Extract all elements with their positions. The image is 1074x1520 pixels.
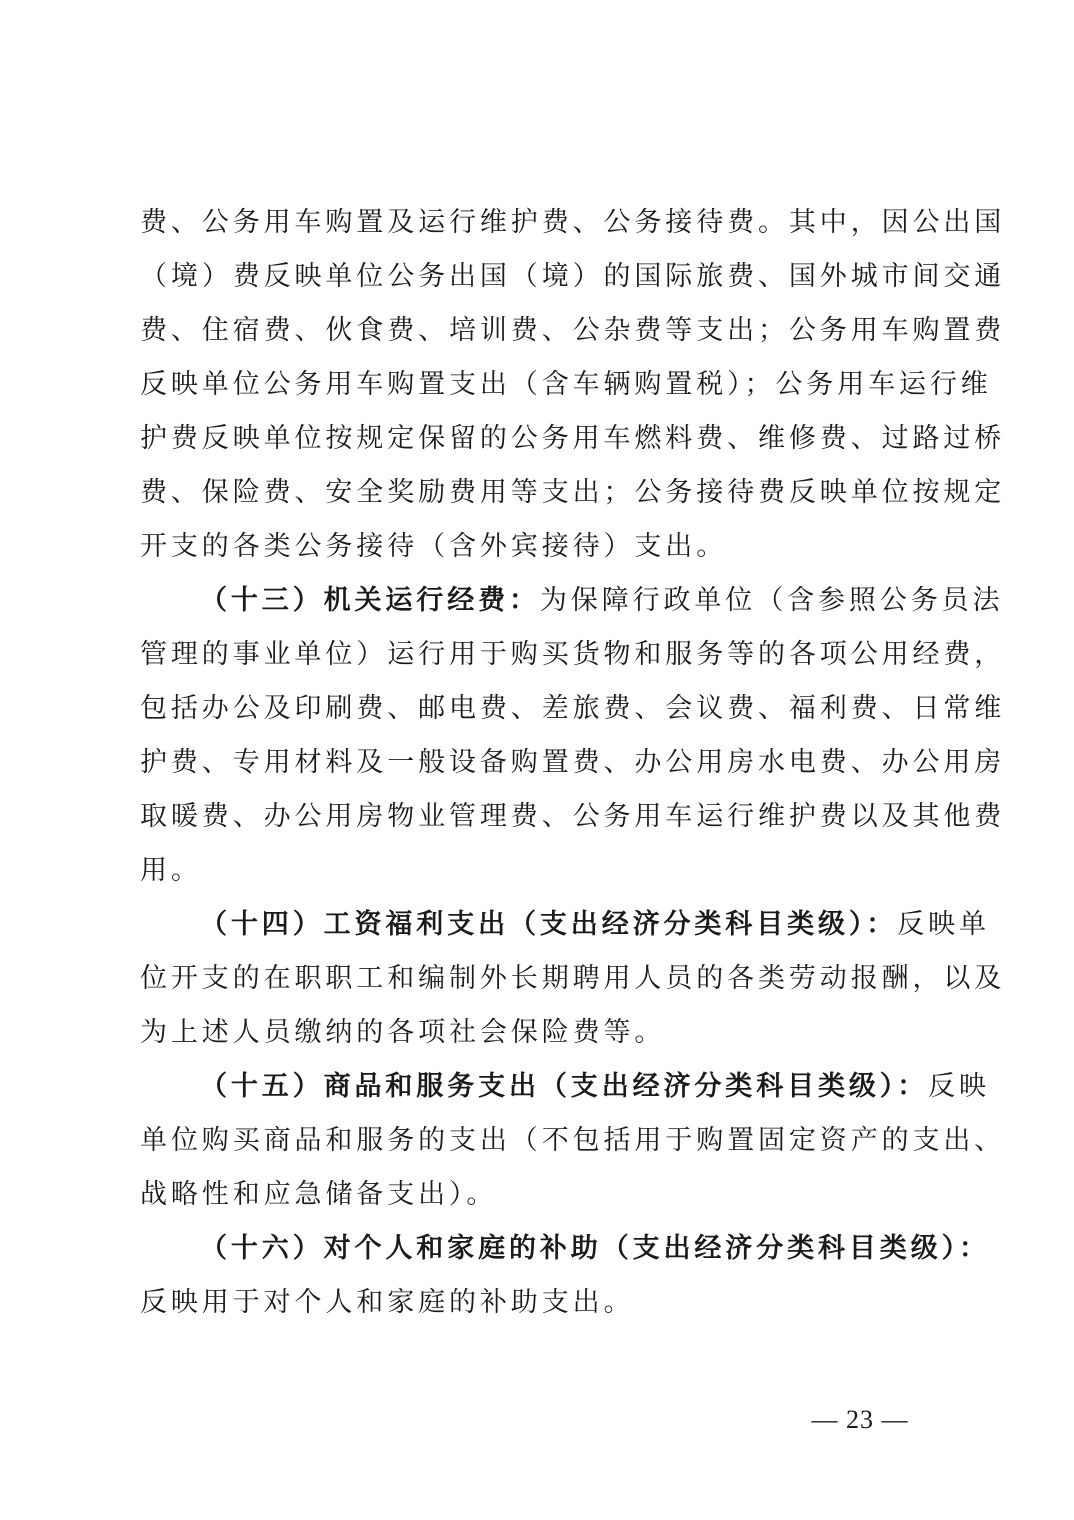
- paragraph-line: 护费反映单位按规定保留的公务用车燃料费、维修费、过路过桥: [140, 423, 1006, 454]
- paragraph-line: 战略性和应急储备支出）。: [140, 1179, 498, 1210]
- paragraph-line: 管理的事业单位）运行用于购买货物和服务等的各项公用经费，: [140, 639, 1006, 670]
- paragraph-line: 费、保险费、安全奖励费用等支出；公务接待费反映单位按规定: [140, 477, 1006, 508]
- paragraph-line: 位开支的在职职工和编制外长期聘用人员的各类劳动报酬，以及: [140, 963, 1006, 994]
- page-number: — 23 —: [811, 1405, 909, 1434]
- paragraph-first-line: [140, 898, 990, 952]
- paragraph-line: 费、公务用车购置及运行维护费、公务接待费。其中，因公出国: [140, 207, 1006, 238]
- paragraph-line: 反映用于对个人和家庭的补助支出。: [140, 1287, 635, 1318]
- section-heading: （十三）机关运行经费：: [200, 585, 540, 616]
- paragraph-first-line: [140, 574, 1004, 628]
- paragraph-line: 用。: [140, 855, 202, 886]
- paragraph-line: 为上述人员缴纳的各项社会保险费等。: [140, 1017, 666, 1048]
- section-heading: （十六）对个人和家庭的补助（支出经济分类科目类级）：: [200, 1233, 990, 1264]
- section-heading: （十五）商品和服务支出（支出经济分类科目类级）：: [200, 1071, 929, 1102]
- paragraph-text: 为保障行政单位（含参照公务员法: [539, 585, 1004, 616]
- paragraph-line: （境）费反映单位公务出国（境）的国际旅费、国外城市间交通: [140, 261, 1006, 292]
- section-heading: （十四）工资福利支出（支出经济分类科目类级）：: [200, 909, 898, 940]
- paragraph-first-line: [140, 1060, 990, 1114]
- paragraph-line: 单位购买商品和服务的支出（不包括用于购置固定资产的支出、: [140, 1125, 1006, 1156]
- paragraph-line: 包括办公及印刷费、邮电费、差旅费、会议费、福利费、日常维: [140, 693, 1006, 724]
- paragraph-line: 反映单位公务用车购置支出（含车辆购置税）；公务用车运行维: [140, 369, 992, 400]
- document-body: [140, 196, 1006, 1330]
- paragraph-text: 反映: [928, 1071, 990, 1102]
- paragraph-line: 开支的各类公务接待（含外宾接待）支出。: [140, 531, 728, 562]
- paragraph-first-line: [140, 1222, 990, 1276]
- paragraph-text: 反映单: [897, 909, 990, 940]
- paragraph-line: 取暖费、办公用房物业管理费、公务用车运行维护费以及其他费: [140, 801, 1006, 832]
- paragraph-line: 费、住宿费、伙食费、培训费、公杂费等支出；公务用车购置费: [140, 315, 1006, 346]
- paragraph-line: 护费、专用材料及一般设备购置费、办公用房水电费、办公用房: [140, 747, 1006, 778]
